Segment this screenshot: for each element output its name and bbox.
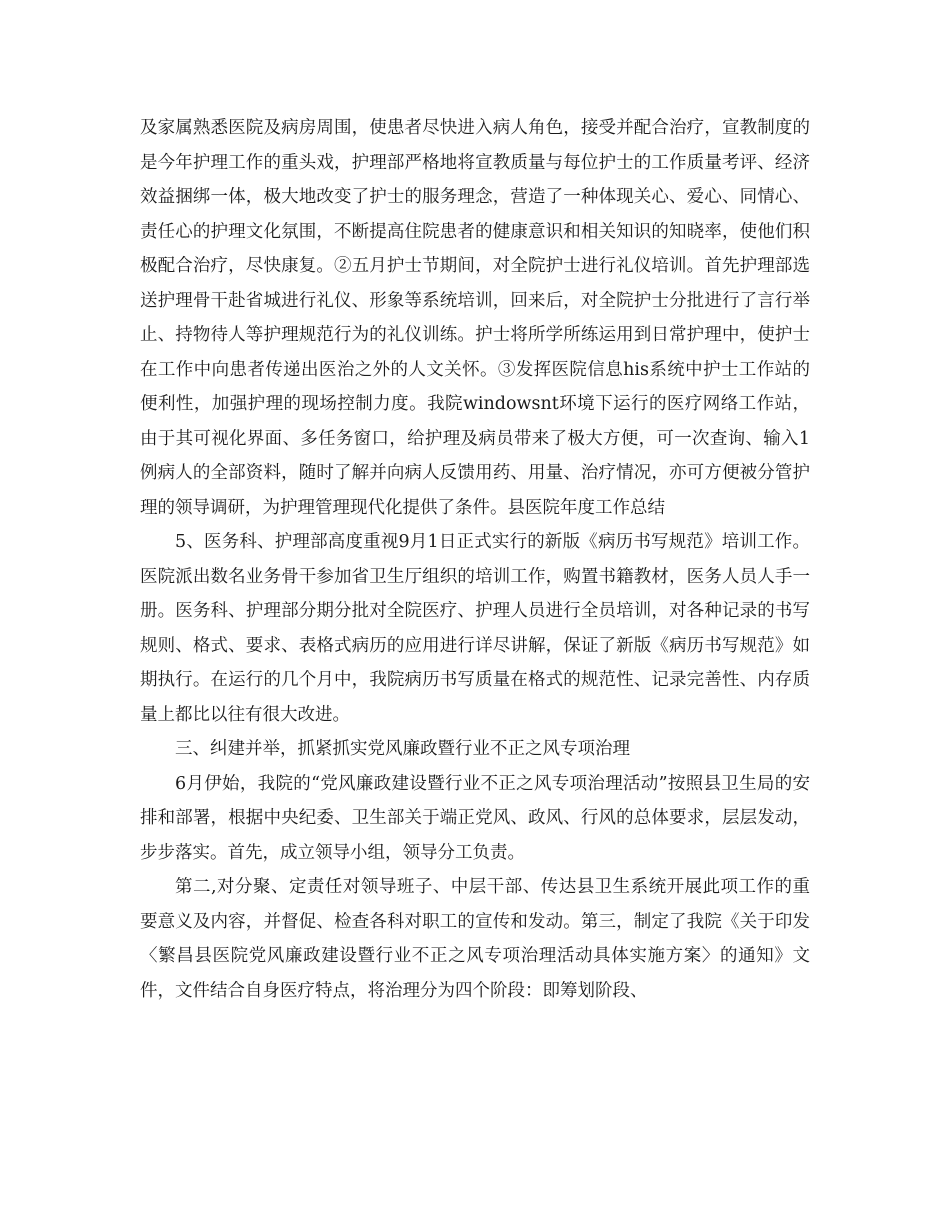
paragraph-nursing-education: 及家属熟悉医院及病房周围，使患者尽快进入病人角色，接受并配合治疗，宣教制度的是今年护理工作的重头戏，护理部严格地将宣教质量与每位护士的工作质量考评、经济效益捆绑一体，极大地改变了护士的服务理念，营造了一种体现关心、爱心、同情心、责任心的护理文化氛围，不断提高住院患者的健康意识和相关知识的知晓率，使他们积极配合治疗，尽快康复。②五月护士节期间，对全院护士进行礼仪培训。首先护理部选送护理骨干赴省城进行礼仪、形象等系统培训，回来后，对全院护士分批进行了言行举止、持物待人等护理规范行为的礼仪训练。护士将所学所练运用到日常护理中，使护士在工作中向患者传递出医治之外的人文关怀。③发挥医院信息his系统中护士工作站的便利性，加强护理的现场控制力度。我院windowsnt环境下运行的医疗网络工作站，由于其可视化界面、多任务窗口，给护理及病员带来了极大方便，可一次查询、输入1例病人的全部资料，随时了解并向病人反馈用药、用量、治疗情况，亦可方便被分管护理的领导调研，为护理管理现代化提供了条件。县医院年度工作总结 xyxy=(140,118,810,518)
paragraph-second-third-measures: 第二,对分聚、定责任对领导班子、中层干部、传达县卫生系统开展此项工作的重要意义及内容，并督促、检查各科对职工的宣传和发动。第三，制定了我院《关于印发〈繁昌县医院党风廉政建设暨行业不正之风专项治理活动具体实施方案〉的通知》文件，文件结合自身医疗特点，将治理分为四个阶段：即筹划阶段、 xyxy=(140,877,810,1001)
paragraph-june-campaign: 6月伊始，我院的“党风廉政建设暨行业不正之风专项治理活动”按照县卫生局的安排和部署，根据中央纪委、卫生部关于端正党风、政风、行风的总体要求，层层发动，步步落实。首先，成立领导小组，领导分工负责。 xyxy=(140,773,810,863)
paragraph-medical-record-training: 5、医务科、护理部高度重视9月1日正式实行的新版《病历书写规范》培训工作。医院派出数名业务骨干参加省卫生厅组织的培训工作，购置书籍教材，医务人员人手一册。医务科、护理部分期分批对全院医疗、护理人员进行全员培训，对各种记录的书写规则、格式、要求、表格式病历的应用进行详尽讲解，保证了新版《病历书写规范》如期执行。在运行的几个月中，我院病历书写质量在格式的规范性、记录完善性、内存质量上都比以往有很大改进。 xyxy=(140,532,810,725)
section-heading-integrity-governance: 三、纠建并举，抓紧抓实党风廉政暨行业不正之风专项治理 xyxy=(175,739,630,759)
document-body xyxy=(140,111,810,1008)
